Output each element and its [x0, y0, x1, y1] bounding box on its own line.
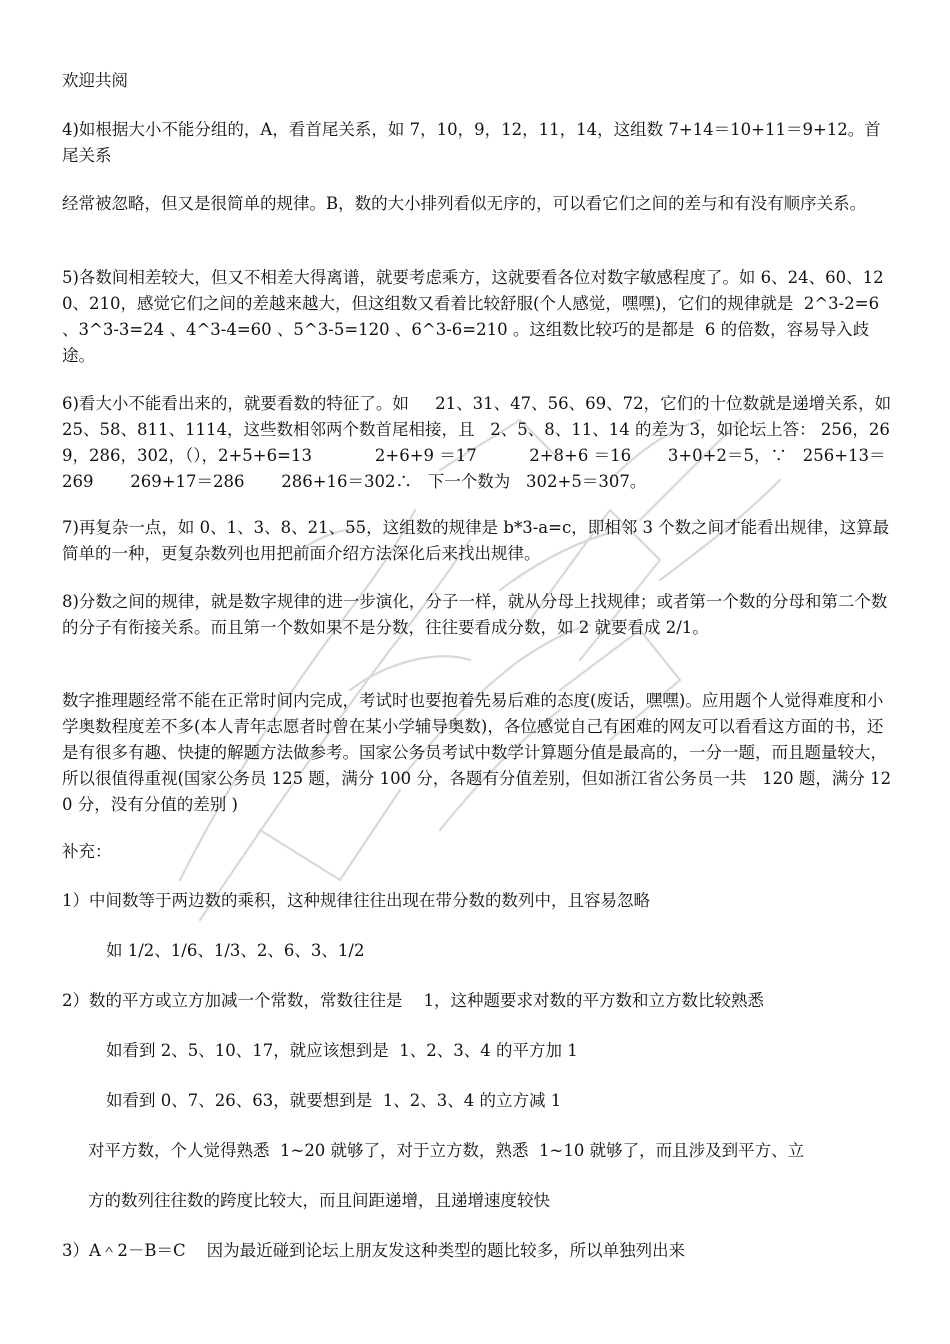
paragraph-4b: 经常被忽略，但又是很简单的规律。B，数的大小排列看似无序的，可以看它们之间的差与和有没有顺序关系。	[62, 194, 867, 213]
supplement-heading: 补充：	[62, 842, 112, 861]
supplement-item-2-example-2: 如看到 0、7、26、63，就要想到是 1、2、3、4 的立方减 1	[106, 1091, 562, 1110]
paragraph-6: 6)看大小不能看出来的，就要看数的特征了。如 21、31、47、56、69、72，它们的十位数就是递增关系，如 25、58、811、1114，这些数相邻两个数首尾相接，且 2、5、8、11、14 的差为 3，如论坛上答： 256，269，286，302，（），2+5+6=13 2+6+9 ＝17 2+8+6 ＝16 3+0+2＝5，∵ 256+13＝269 269+17＝286 286+16＝302∴ 下一个数为 302+5＝307。	[62, 394, 897, 491]
paragraph-9: 数字推理题经常不能在正常时间内完成，考试时也要抱着先易后难的态度(废话，嘿嘿)。应用题个人觉得难度和小学奥数程度差不多(本人青年志愿者时曾在某小学辅导奥数)，各位感觉自己有困难的网友可以看看这方面的书，还是有很多有趣、快捷的解题方法做参考。国家公务员考试中数学计算题分值是最高的，一分一题，而且题量较大，所以很值得重视(国家公务员 125 题，满分 100 分，各题有分值差别，但如浙江省公务员一共 120 题，满分 120 分，没有分值的差别 )	[62, 691, 892, 814]
supplement-item-2-note-1: 对平方数，个人觉得熟悉 1~20 就够了，对于立方数，熟悉 1~10 就够了，而且涉及到平方、立	[88, 1141, 805, 1160]
supplement-item-1: 1）中间数等于两边数的乘积，这种规律往往出现在带分数的数列中，且容易忽略	[62, 891, 650, 910]
header-text: 欢迎共阅	[62, 71, 128, 90]
supplement-item-2-example-1: 如看到 2、5、10、17，就应该想到是 1、2、3、4 的平方加 1	[106, 1041, 578, 1060]
paragraph-8: 8)分数之间的规律，就是数字规律的进一步演化，分子一样，就从分母上找规律；或者第一个数的分母和第二个数的分子有衔接关系。而且第一个数如果不是分数，往往要看成分数，如 2 就要看成 2/1。	[62, 592, 888, 637]
supplement-item-3: 3）A＾2－B＝C 因为最近碰到论坛上朋友发这种类型的题比较多，所以单独列出来	[62, 1241, 686, 1260]
supplement-item-1-example: 如 1/2、1/6、1/3、2、6、3、1/2	[106, 941, 365, 960]
supplement-item-2: 2）数的平方或立方加减一个常数，常数往往是 1，这种题要求对数的平方数和立方数比较熟悉	[62, 991, 764, 1010]
paragraph-5: 5)各数间相差较大，但又不相差大得离谱，就要考虑乘方，这就要看各位对数字敏感程度了。如 6、24、60、120、210，感觉它们之间的差越来越大，但这组数又看着比较舒服(个人感觉，嘿嘿)，它们的规律就是 2^3-2=6 、3^3-3=24 、4^3-4=60 、5^3-5=120 、6^3-6=210 。这组数比较巧的是都是 6 的倍数，容易导入歧途。	[62, 268, 885, 365]
paragraph-7: 7)再复杂一点，如 0、1、3、8、21、55，这组数的规律是 b*3-a=c，即相邻 3 个数之间才能看出规律，这算最简单的一种，更复杂数列也用把前面介绍方法深化后来找出规律。	[62, 518, 890, 563]
paragraph-4a: 4)如根据大小不能分组的，A，看首尾关系，如 7，10，9，12，11，14，这组数 7+14＝10+11＝9+12。首尾关系	[62, 120, 881, 165]
supplement-item-2-note-2: 方的数列往往数的跨度比较大，而且间距递增，且递增速度较快	[88, 1191, 550, 1210]
